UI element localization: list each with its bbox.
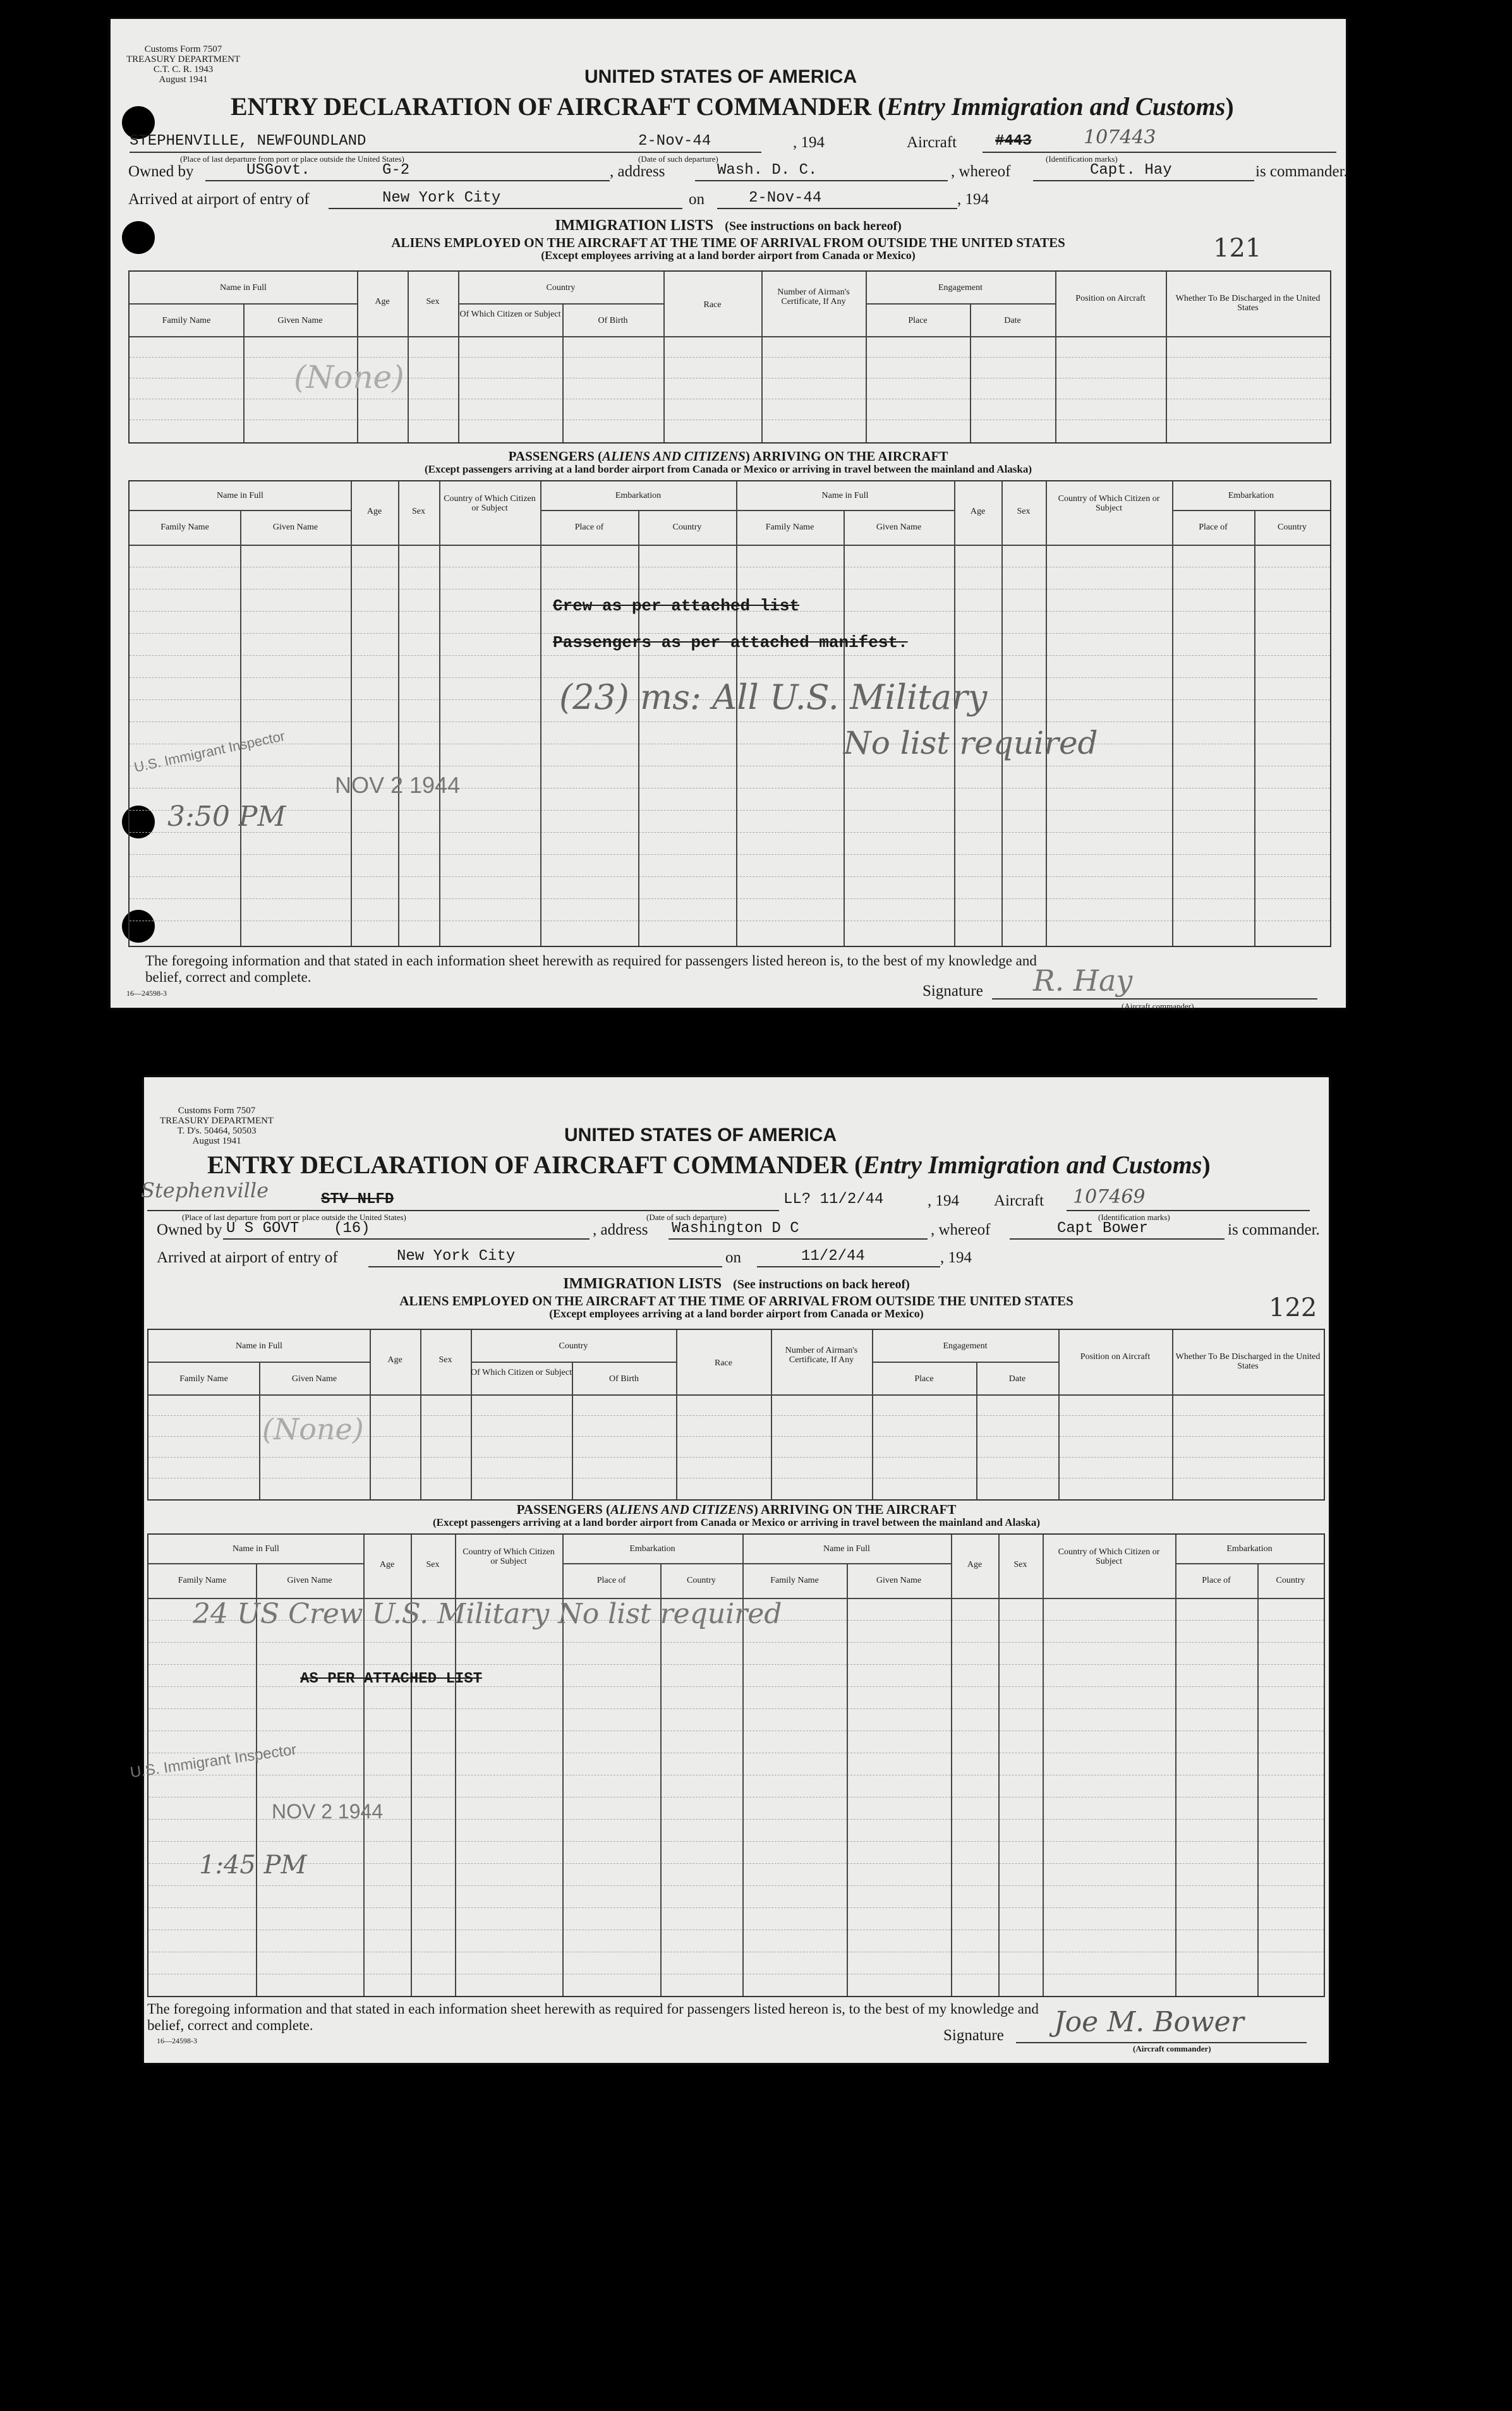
commander-name: Capt Bower	[1057, 1220, 1149, 1237]
no-list-note: No list required	[844, 725, 1098, 761]
sheet-number: 121	[1213, 234, 1262, 263]
attached-list-note: AS PER ATTACHED LIST	[300, 1671, 483, 1688]
commander-signature: R. Hay	[1033, 964, 1133, 998]
owner-unit: G-2	[382, 162, 410, 179]
owner-address: Wash. D. C.	[717, 162, 818, 179]
arrival-time-note: 3:50 PM	[167, 801, 286, 833]
sheet-number: 122	[1269, 1293, 1317, 1322]
passengers-table: Name in Full Family Name Given Name Age Sex Country of Which Citizen or Subject Embarkation Place of Country Name in Full Family Name Given Name Age Sex Country of Which Citizen or Subject Embarkation Place of Country 24 US Crew U.S. Military No list required AS PER ATTACHED LIST U.S. Immigrant Inspector NOV 2 1944 1:45 PM	[147, 1533, 1325, 1997]
inspector-stamp: U.S. Immigrant Inspector	[132, 727, 287, 776]
owner-address: Washington D C	[672, 1220, 799, 1237]
arrival-airport: New York City	[397, 1248, 516, 1265]
aliens-table: Name in Full Family Name Given Name Age Sex Country Of Which Citizen or Subject Of Birth Race Number of Airman's Certificate, If Any Engagement Place Date Position on Aircraft Whether To Be Discharged in the United States (None)	[128, 270, 1331, 444]
certification-text: The foregoing information and that stated in each information sheet herewith as required for passengers listed hereon is, to the best of my knowledge and belief, correct and complete.	[147, 2001, 1039, 2033]
commander-signature: Joe M. Bower	[1054, 2006, 1244, 2038]
passengers-table: Name in Full Family Name Given Name Age Sex Country of Which Citizen or Subject Embarkation Place of Country Name in Full Family Name Given Name Age Sex Country of Which Citizen or Subject Embarkation Place of Country Crew as per attached list Passengers as per attached manifest. (23) ms: All U.S. Military No list required U.S. Immigrant Inspector NOV 2 1944 3:50 PM	[128, 480, 1331, 947]
date-stamp: NOV 2 1944	[335, 772, 461, 798]
departure-place-handwritten: Stephenville	[141, 1178, 269, 1202]
form-code: 16—24598-3	[157, 2036, 197, 2045]
aircraft-id-typed: #443	[995, 133, 1032, 150]
form-identifier: Customs Form 7507 TREASURY DEPARTMENT C.T. C. R. 1943 August 1941	[126, 44, 241, 85]
passengers-heading: PASSENGERS (ALIENS AND CITIZENS) ARRIVING ON THE AIRCRAFT	[516, 1502, 957, 1517]
form-title: ENTRY DECLARATION OF AIRCRAFT COMMANDER (Entry Immigration and Customs)	[207, 1151, 1211, 1179]
departure-date: 2-Nov-44	[638, 133, 711, 150]
aliens-table: Name in Full Family Name Given Name Age Sex Country Of Which Citizen or Subject Of Birth Race Number of Airman's Certificate, If Any Engagement Place Date Position on Aircraft Whether To Be Discharged in the United States (None)	[147, 1329, 1325, 1501]
entry-declaration-form-1: Customs Form 7507 TREASURY DEPARTMENT C.T. C. R. 1943 August 1941 UNITED STATES OF AMERICA ENTRY DECLARATION OF AIRCRAFT COMMANDER (Entry Immigration and Customs) STEPHENVILLE, NEWFOUNDLAND (Place of last departure from port or place outside the United States) 2-Nov-44 (Date of such departure) , 194 Aircraft #443 107443 (Identification marks) Owned by USGovt. G-2 , address Wash. D. C. , whereof Capt. Hay is commander. Arrived at airport of entry of New York City on 2-Nov-44 , 194 IMMIGRATION LISTS (See instructions on back hereof) ALIENS EMPLOYED ON THE AIRCRAFT AT THE TIME OF ARRIVAL FROM OUTSIDE THE UNITED STATES (Except employees arriving at a land border airport from Canada or Mexico) 121 Name in Full Family Name Given Name Age Sex Country Of Which Citizen or Subject Of Birth Race Number of Airman's Certificate, If Any Engagement Place Date Position on Aircraft Whether To Be Discharged in the United States (None) PASSENGERS (ALIENS AND CITIZENS) ARRIVING ON THE AIRCRAFT (Except passengers arriving at a land border airport from Canada or Mexico or arriving in travel between the mainland and Alaska) Name in Full Family Name Given Name Age Sex Country of Which Citizen or Subject Embarkation Place of Country Name in Full Family Name Given Name Age Sex Country of Which Citizen or Subject Embarkation Place of Country Crew as per attached list Passengers as per attached manifest. (23) ms: All U.S. Military No list required U.S. Immigrant Inspector NOV 2 1944 3:50 PM The foregoing information and that stated in each information sheet herewith as required for passengers listed hereon is, to the best of my knowledge and belief, correct and complete. 16—24598-3 Signature R. Hay (Aircraft commander)	[111, 19, 1346, 1008]
entry-declaration-form-2: Customs Form 7507 TREASURY DEPARTMENT T. D's. 50464, 50503 August 1941 UNITED STATES OF AMERICA ENTRY DECLARATION OF AIRCRAFT COMMANDER (Entry Immigration and Customs) Stephenville STV NLFD (Place of last departure from port or place outside the United States) LL? 11/2/44 (Date of such departure) , 194 Aircraft 107469 (Identification marks) Owned by U S GOVT (16) , address Washington D C , whereof Capt Bower is commander. Arrived at airport of entry of New York City on 11/2/44 , 194 IMMIGRATION LISTS (See instructions on back hereof) ALIENS EMPLOYED ON THE AIRCRAFT AT THE TIME OF ARRIVAL FROM OUTSIDE THE UNITED STATES (Except employees arriving at a land border airport from Canada or Mexico) 122 Name in Full Family Name Given Name Age Sex Country Of Which Citizen or Subject Of Birth Race Number of Airman's Certificate, If Any Engagement Place Date Position on Aircraft Whether To Be Discharged in the United States (None) PASSENGERS (ALIENS AND CITIZENS) ARRIVING ON THE AIRCRAFT (Except passengers arriving at a land border airport from Canada or Mexico or arriving in travel between the mainland and Alaska) Name in Full Family Name Given Name Age Sex Country of Which Citizen or Subject Embarkation Place of Country Name in Full Family Name Given Name Age Sex Country of Which Citizen or Subject Embarkation Place of Country 24 US Crew U.S. Military No list required AS PER ATTACHED LIST U.S. Immigrant Inspector NOV 2 1944 1:45 PM The foregoing information and that stated in each information sheet herewith as required for passengers listed hereon is, to the best of my knowledge and belief, correct and complete. 16—24598-3 Signature Joe M. Bower (Aircraft commander)	[144, 1077, 1329, 2063]
arrival-date: 2-Nov-44	[749, 190, 822, 207]
immigration-lists-heading: IMMIGRATION LISTS (See instructions on back hereof)	[555, 217, 902, 234]
aircraft-id: 107469	[1073, 1186, 1146, 1208]
owned-by: USGovt.	[246, 162, 310, 179]
form-code: 16—24598-3	[126, 989, 167, 998]
aliens-none-note: (None)	[294, 359, 404, 396]
aircraft-id-handwritten: 107443	[1084, 126, 1156, 148]
country-heading: UNITED STATES OF AMERICA	[564, 1125, 837, 1145]
immigration-lists-heading: IMMIGRATION LISTS (See instructions on back hereof)	[563, 1276, 910, 1292]
country-heading: UNITED STATES OF AMERICA	[584, 66, 857, 87]
owner-unit: (16)	[334, 1220, 370, 1237]
military-note: (23) ms: All U.S. Military	[559, 677, 988, 717]
arrival-time-note: 1:45 PM	[199, 1851, 307, 1880]
owned-by: U S GOVT	[226, 1220, 299, 1237]
departure-date: LL? 11/2/44	[783, 1191, 884, 1208]
departure-place: STV NLFD	[321, 1191, 394, 1208]
date-stamp: NOV 2 1944	[272, 1800, 384, 1823]
crew-attached-list-note: Crew as per attached list	[553, 596, 800, 615]
inspector-stamp: U.S. Immigrant Inspector	[129, 1741, 298, 1782]
passengers-heading: PASSENGERS (ALIENS AND CITIZENS) ARRIVING ON THE AIRCRAFT	[508, 449, 948, 464]
military-note: 24 US Crew U.S. Military No list required	[193, 1598, 782, 1630]
commander-name: Capt. Hay	[1090, 162, 1172, 179]
aliens-none-note: (None)	[262, 1412, 364, 1446]
certification-text: The foregoing information and that stated in each information sheet herewith as required for passengers listed hereon is, to the best of my knowledge and belief, correct and complete.	[145, 953, 1037, 985]
form-title: ENTRY DECLARATION OF AIRCRAFT COMMANDER (Entry Immigration and Customs)	[231, 92, 1234, 121]
form-identifier: Customs Form 7507 TREASURY DEPARTMENT T. D's. 50464, 50503 August 1941	[160, 1106, 274, 1146]
arrival-airport: New York City	[382, 190, 501, 207]
departure-place: STEPHENVILLE, NEWFOUNDLAND	[130, 133, 366, 150]
passengers-manifest-note: Passengers as per attached manifest.	[553, 633, 908, 652]
arrival-date: 11/2/44	[801, 1248, 865, 1265]
